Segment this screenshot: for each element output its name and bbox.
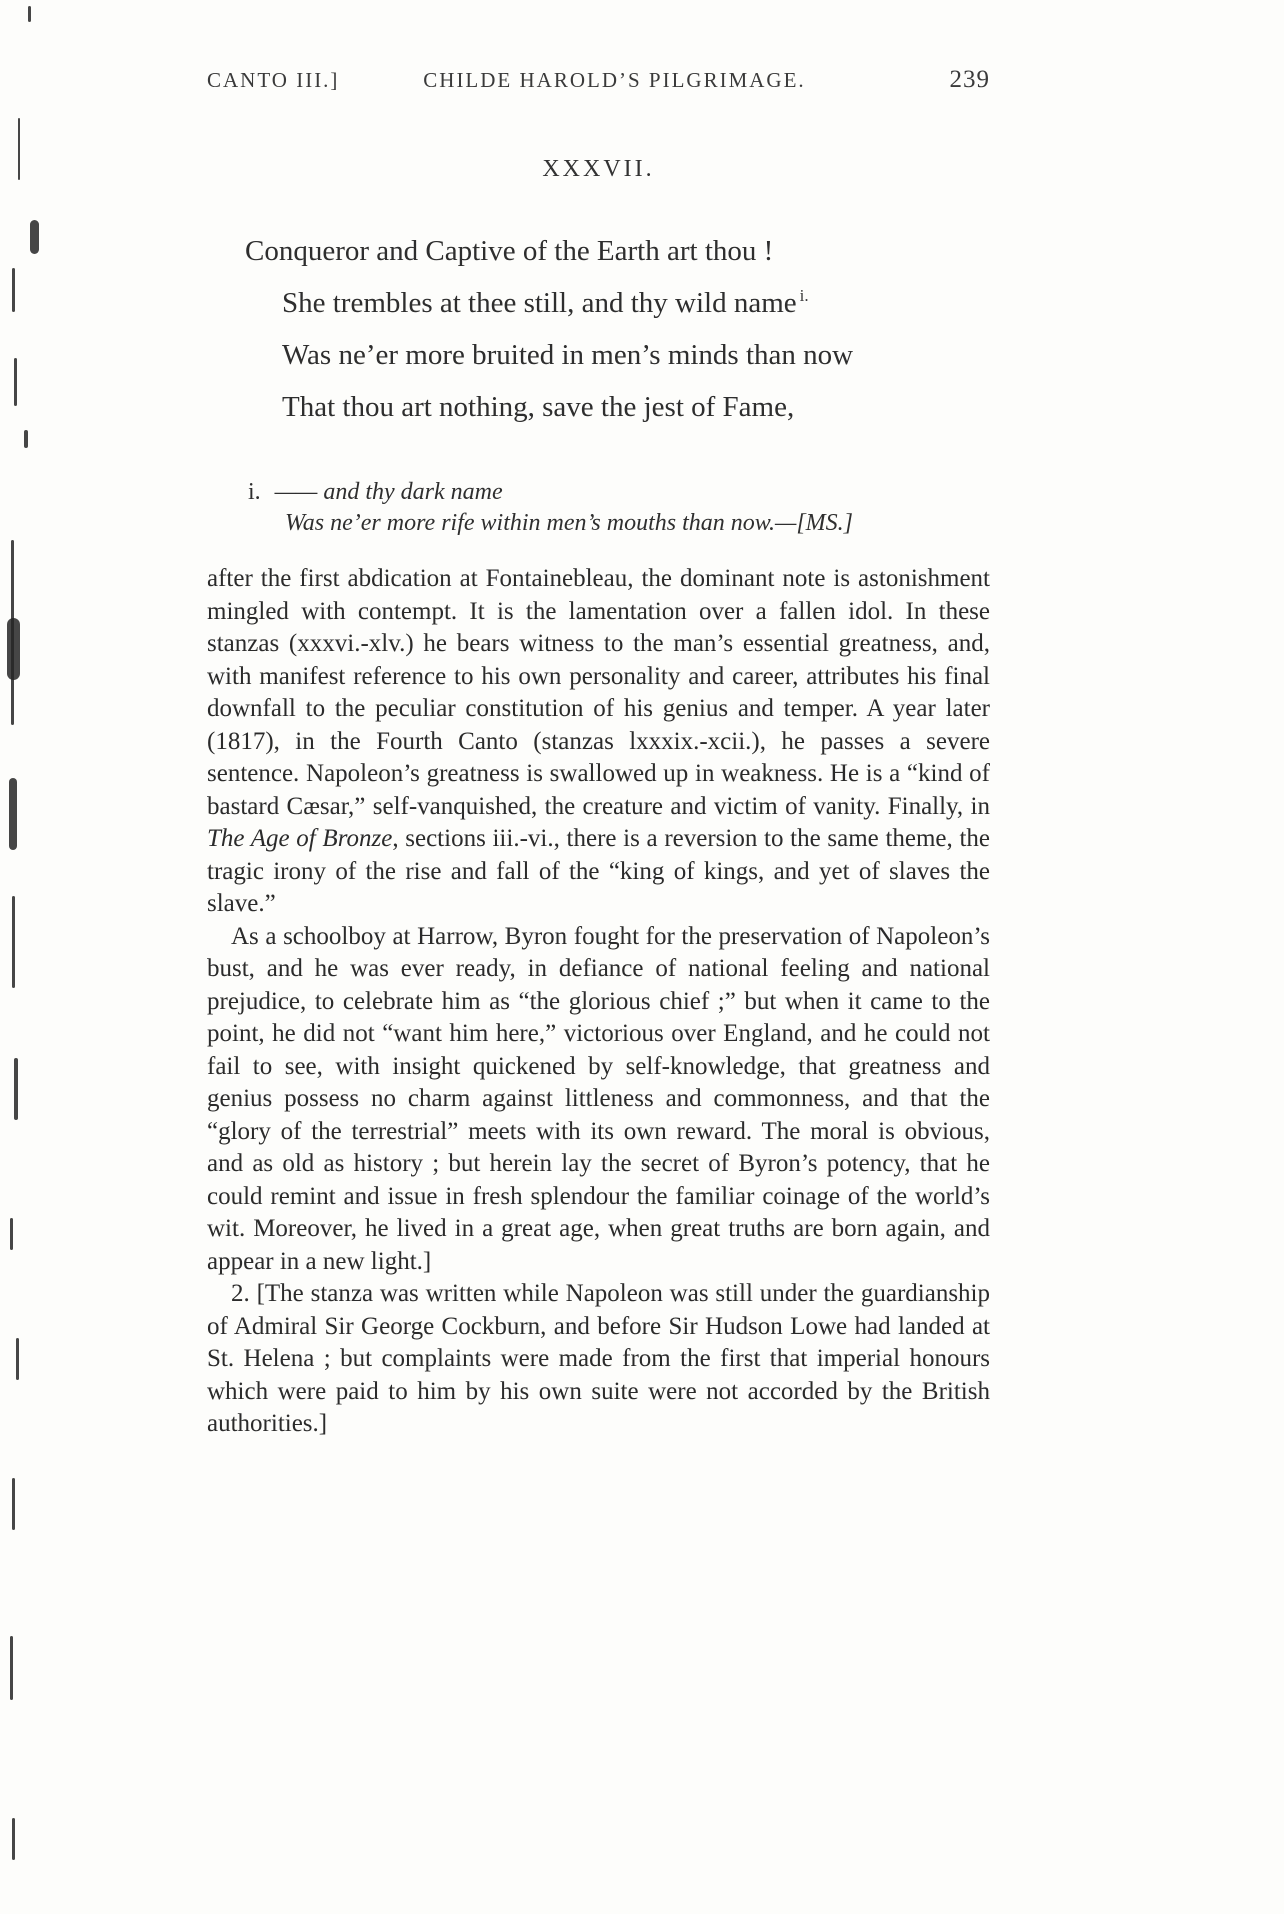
page-content [207, 66, 990, 1441]
commentary-paragraph: As a schoolboy at Harrow, Byron fought for the preservation of Napoleon’s bust, and he was ever ready, in defiance of national feeling and national prejudice, to celebrate him as “the glorious chief ;” but when it came to the point, he did not “want him here,” victorious over England, and he could not fail to see, with insight quickened by self-knowledge, that greatness and genius possess no charm against littleness and commonness, and that the “glory of the terrestrial” meets with its own reward. The moral is obvious, and as old as history ; but herein lay the secret of Byron’s potency, that he could remint and issue in fresh splendour the familiar coinage of the world’s wit. Moreover, he lived in a great age, when great truths are born again, and appear in a new light.] [207, 922, 990, 1275]
scan-artifact [30, 220, 39, 254]
stanza-number: XXXVII. [542, 156, 655, 182]
footnote-text: —— and thy dark name [274, 479, 503, 505]
header-canto: CANTO III.] [207, 68, 340, 92]
scan-artifact [24, 430, 28, 448]
verse-line-text: Was ne’er more bruited in men’s minds than now [282, 339, 854, 371]
verse-line [282, 277, 990, 329]
verse-line-text: That thou art nothing, save the jest of Fame, [282, 391, 795, 423]
scan-artifact [18, 118, 20, 180]
scan-artifact [28, 6, 31, 22]
footnote-marker: i. [248, 479, 261, 505]
italic-work-title: The Age of Bronze [207, 825, 393, 852]
footnote-line [285, 508, 990, 539]
running-header [207, 66, 990, 94]
commentary-text: after the first abdication at Fontainebleau, the dominant note is astonishment mingled with contempt. It is the lamentation over a fallen idol. In these stanzas (xxxvi.-xlv.) he bears witness to the man’s essential greatness, and, with manifest reference to his own personality and career, attributes his final downfall to the peculiar constitution of his genius and temper. A year later (1817), in the Fourth Canto (stanzas lxxxix.-xcii.), he passes a severe sentence. Napoleon’s greatness is swallowed up in weakness. He is a “kind of bastard Cæsar,” self-vanquished, the creature and victim of vanity. Finally, in [207, 565, 990, 820]
scan-artifact [12, 1818, 15, 1860]
scan-artifact [10, 1218, 13, 1250]
verse-line [282, 381, 990, 433]
verse-footnote [207, 477, 990, 539]
page-number: 239 [949, 66, 990, 93]
verse-stanza [207, 225, 990, 433]
commentary [207, 563, 990, 1441]
scan-artifact [12, 1478, 15, 1530]
scan-artifact [7, 618, 20, 680]
verse-line [245, 225, 990, 277]
scan-artifact [16, 1338, 19, 1380]
scan-artifact [14, 358, 17, 406]
footnote-text: Was ne’er more rife within men’s mouths than now.—[MS.] [285, 510, 854, 536]
verse-line-text: Conqueror and Captive of the Earth art thou ! [245, 235, 774, 267]
header-title: CHILDE HAROLD’S PILGRIMAGE. [423, 68, 806, 92]
footnote-line [248, 477, 990, 508]
verse-line [282, 329, 990, 381]
scan-artifact [9, 778, 17, 850]
commentary-paragraph [207, 563, 990, 921]
scan-artifact [12, 268, 15, 312]
footnote-reference: i. [799, 286, 809, 306]
commentary-text: , sections iii.-vi., there is a reversion to the same theme, the tragic irony of the rise and fall of the “king of kings, and yet of slaves the slave.” [207, 825, 990, 917]
commentary-paragraph: 2. [The stanza was written while Napoleon was still under the guardianship of Admiral Sir George Cockburn, and before Sir Hudson Lowe had landed at St. Helena ; but complaints were made from the first that imperial honours which were paid to him by his own suite were not accorded by the British authorities.] [207, 1280, 990, 1437]
scan-artifact [10, 1636, 13, 1700]
scan-artifact [12, 896, 15, 988]
scan-artifact [14, 1058, 18, 1120]
verse-line-text: She trembles at thee still, and thy wild name [282, 287, 797, 319]
